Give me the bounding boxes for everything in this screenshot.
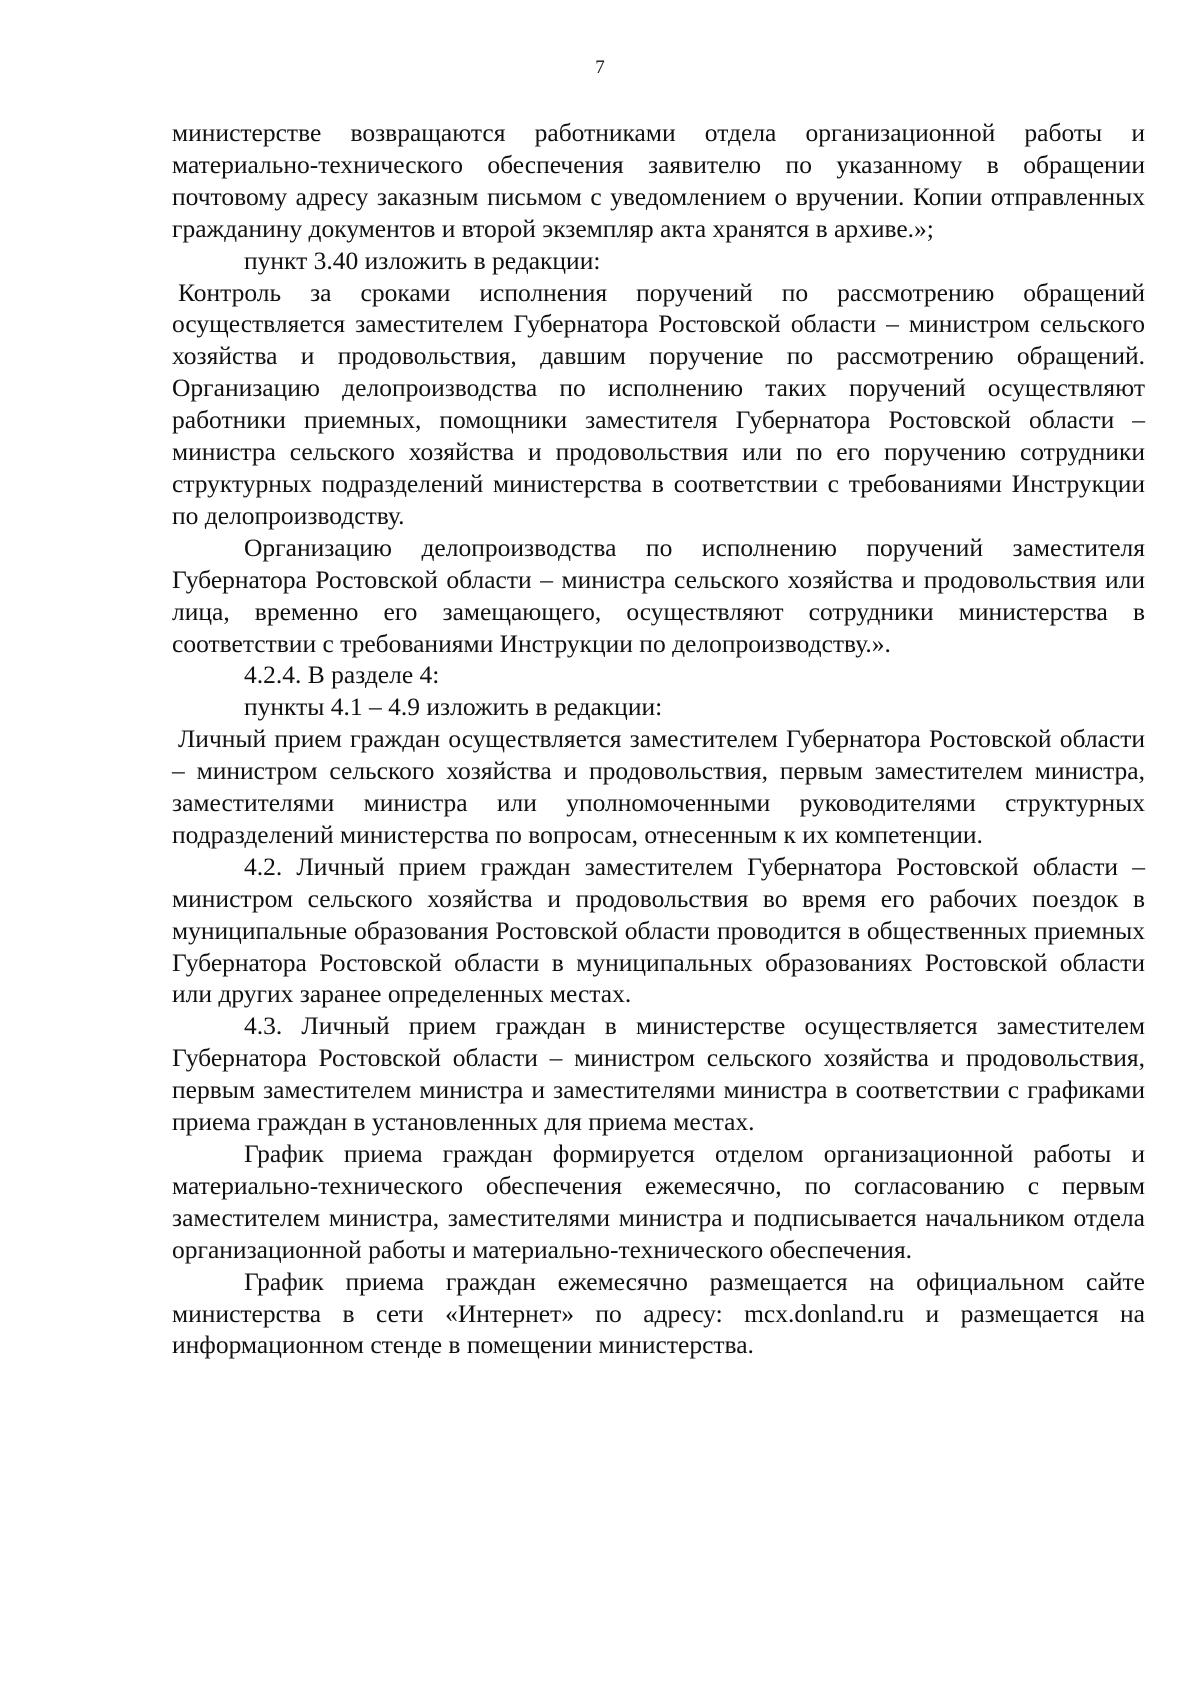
paragraph-clause-3-40-intro: пункт 3.40 изложить в редакции:: [244, 245, 601, 275]
paragraph-clause-3-40-control: Контроль за сроками исполнения поручений по рассмотрению обращений осуществляется заместителем Губернатора Ростовской области – министром сельского хозяйства и продовольствия, давшим поручение по рассмотрению обращений. Организацию делопроизводства по исполнению таких поручений осуществляют работники приемных, помощники заместителя Губернатора Ростовской области – министра сельского хозяйства и продовольствия или по его поручению сотрудники структурных подразделений министерства в соответствии с требованиями Инструкции по делопроизводству.: [172, 277, 1145, 530]
paragraph-clause-4-3: 4.3. Личный прием граждан в министерстве осуществляется заместителем Губернатора Ростовской области – министром сельского хозяйства и продовольствия, первым заместителем министра и заместителями министра в соответствии с графиками приема граждан в установленных для приема местах.: [172, 1011, 1145, 1137]
page-number: 7: [595, 57, 605, 78]
paragraph-clause-4-1: Личный прием граждан осуществляется заместителем Губернатора Ростовской области – министром сельского хозяйства и продовольствия, первым заместителем министра, заместителями министра или уполномоченными руководителями структурных подразделений министерства по вопросам, отнесенным к их компетенции.: [172, 724, 1145, 849]
paragraph-schedule-formation: График приема граждан формируется отделом организационной работы и материально-технического обеспечения ежемесячно, по согласованию с первым заместителем министра, заместителями министра и подписывается начальником отдела организационной работы и материально-технического обеспечения.: [172, 1139, 1145, 1264]
paragraph-schedule-publication: График приема граждан ежемесячно размещается на официальном сайте министерства в сети «Интернет» по адресу: mcx.donland.ru и размещается на информационном стенде в помещении министерства.: [172, 1266, 1145, 1360]
document-body: [172, 117, 1145, 1361]
paragraph-continuation: министерстве возвращаются работниками отдела организационной работы и материально-технического обеспечения заявителю по указанному в обращении почтовому адресу заказным письмом с уведомлением о вручении. Копии отправленных гражданину документов и второй экземпляр акта хранятся в архиве.»;: [172, 118, 1145, 243]
paragraph-clause-4-2: 4.2. Личный прием граждан заместителем Губернатора Ростовской области – министром сельского хозяйства и продовольствия во время его рабочих поездок в муниципальные образования Ростовской области проводится в общественных приемных Губернатора Ростовской области в муниципальных образованиях Ростовской области или других заранее определенных местах.: [172, 851, 1145, 1009]
paragraph-clause-3-40-records: Организацию делопроизводства по исполнению поручений заместителя Губернатора Ростовской области – министра сельского хозяйства и продовольствия или лица, временно его замещающего, осуществляют сотрудники министерства в соответствии с требованиями Инструкции по делопроизводству.».: [172, 532, 1145, 658]
paragraph-section-4-heading: 4.2.4. В разделе 4:: [244, 660, 440, 690]
paragraph-clauses-4-1-4-9-intro: пункты 4.1 – 4.9 изложить в редакции:: [244, 692, 663, 722]
